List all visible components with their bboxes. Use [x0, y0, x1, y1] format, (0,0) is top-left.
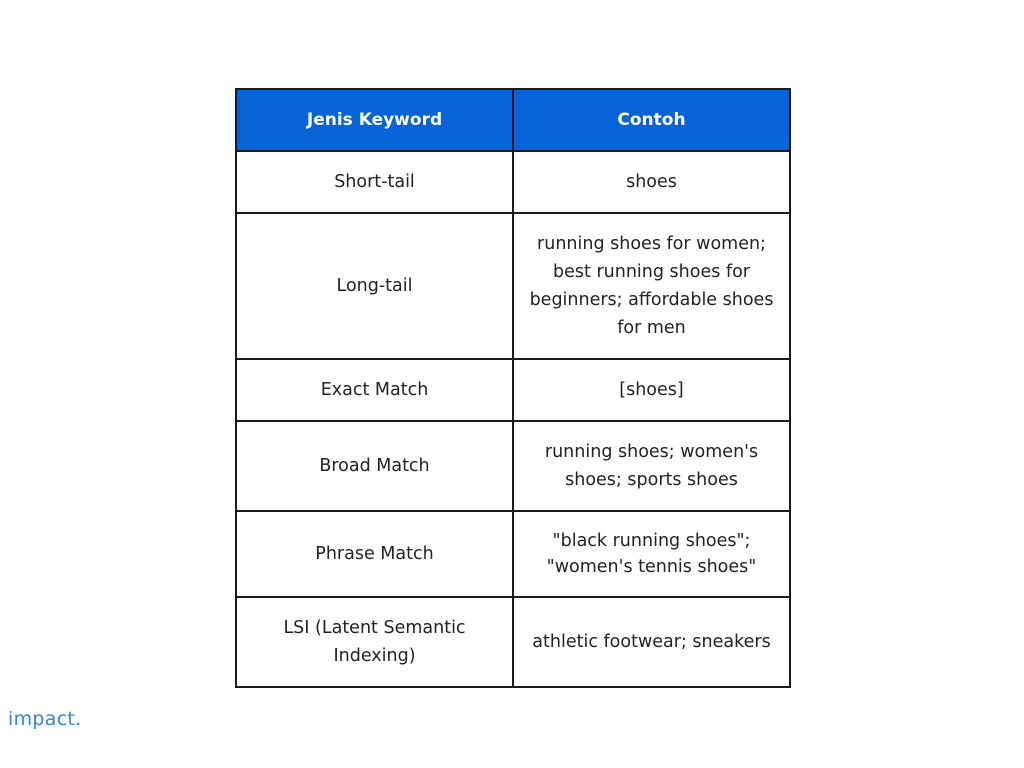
column-header-example: Contoh: [513, 89, 790, 151]
table-row: [236, 421, 790, 511]
keyword-type-cell: Long-tail: [236, 213, 513, 359]
example-cell: running shoes for women; best running shoes for beginners; affordable shoes for men: [513, 213, 790, 359]
keyword-type-cell: Short-tail: [236, 151, 513, 213]
example-cell: "black running shoes"; "women's tennis shoes": [513, 511, 790, 597]
keyword-type-cell: LSI (Latent Semantic Indexing): [236, 597, 513, 687]
table-row: [236, 213, 790, 359]
example-cell: [shoes]: [513, 359, 790, 421]
keyword-types-table: [235, 88, 791, 688]
impact-logo: impact.: [8, 708, 82, 730]
example-cell: running shoes; women's shoes; sports shoes: [513, 421, 790, 511]
table-row: [236, 359, 790, 421]
keyword-type-cell: Exact Match: [236, 359, 513, 421]
column-header-keyword-type: Jenis Keyword: [236, 89, 513, 151]
table-row: [236, 597, 790, 687]
table-row: [236, 511, 790, 597]
keyword-type-cell: Phrase Match: [236, 511, 513, 597]
example-cell: athletic footwear; sneakers: [513, 597, 790, 687]
table-header-row: [236, 89, 790, 151]
table-row: [236, 151, 790, 213]
example-cell: shoes: [513, 151, 790, 213]
keyword-type-cell: Broad Match: [236, 421, 513, 511]
